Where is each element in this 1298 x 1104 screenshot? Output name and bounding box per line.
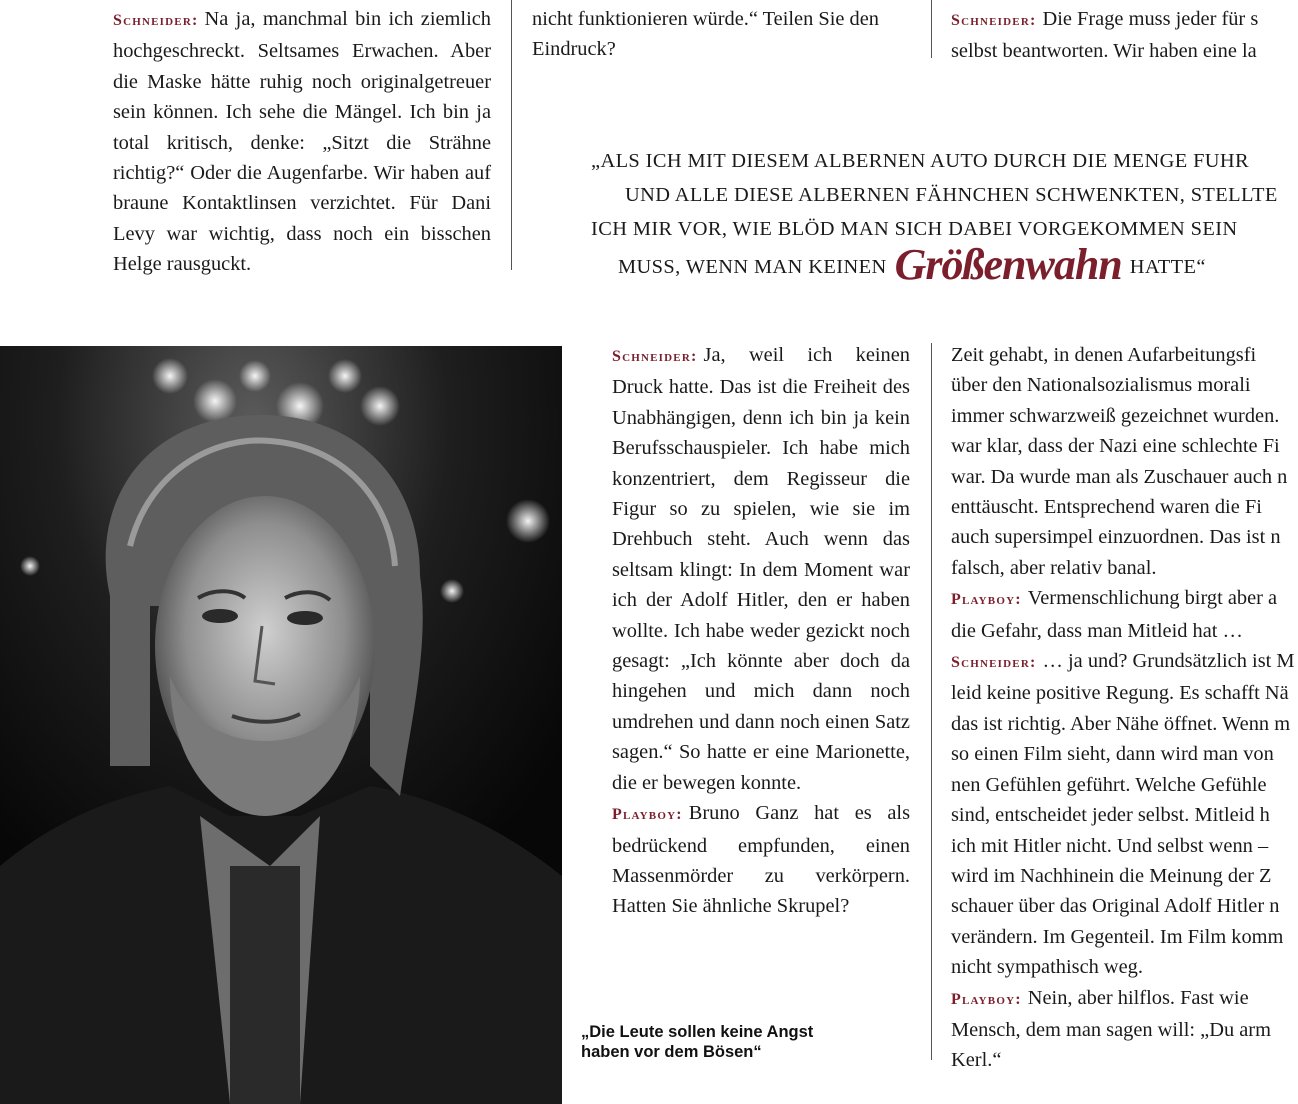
paragraph-text: Kerl.“: [951, 1049, 1002, 1072]
paragraph-text: auch supersimpel einzuordnen. Das ist n: [951, 526, 1281, 549]
interview-paragraph: [951, 922, 1298, 952]
text-line: nicht funktionieren würde.“ Teilen Sie den: [532, 8, 879, 30]
article-column-1-top: [113, 4, 491, 280]
interview-paragraph: [951, 431, 1298, 461]
interview-paragraph: [612, 798, 910, 922]
speaker-label: Playboy:: [612, 806, 683, 824]
column-rule: [511, 0, 512, 270]
paragraph-text: verändern. Im Gegenteil. Im Film komm: [951, 925, 1284, 948]
interview-paragraph: [951, 553, 1298, 583]
pull-quote-line: MUSS, WENN MAN KEINEN: [618, 256, 887, 278]
speaker-label: Playboy:: [951, 591, 1022, 609]
paragraph-text: war klar, dass der Nazi eine schlechte Fi: [951, 435, 1280, 458]
paragraph-text: Bruno Ganz hat es als bedrückend empfunden, einen Massenmörder zu verkörpern. Hatten Sie ähnliche Skrupel?: [612, 802, 910, 918]
interview-paragraph: [951, 983, 1298, 1015]
paragraph-text: Ja, weil ich keinen Druck hatte. Das ist die Freiheit des Unabhängigen, denn ich bin ja kein Berufsschauspieler. Ich habe mich konzentriert, dem Regisseur die Figur so zu spielen, wie sie im Drehbuch steht. Auch wenn das seltsam klingt: In dem Moment war ich der Adolf Hitler, den er haben wollte. Ich habe weder gezickt noch gesagt: „Ich könnte aber doch da hingehen und mich dann noch umdrehen und dann noch einen Satz sagen.“ So hatte er eine Marionette, die er bewegen konnte.: [612, 344, 910, 794]
interview-paragraph: [951, 370, 1298, 400]
paragraph-text: das ist richtig. Aber Nähe öffnet. Wenn m: [951, 712, 1291, 735]
interview-paragraph: [951, 891, 1298, 921]
interview-paragraph: [951, 1045, 1298, 1075]
column-rule: [931, 343, 932, 1060]
interview-paragraph: [113, 4, 491, 280]
interview-paragraph: [612, 340, 910, 798]
interview-paragraph: [951, 462, 1298, 492]
interview-paragraph: [951, 492, 1298, 522]
article-column-3-top: [951, 4, 1298, 67]
interview-paragraph: [951, 952, 1298, 982]
paragraph-text: die Gefahr, dass man Mitleid hat …: [951, 619, 1243, 642]
paragraph-text: immer schwarzweiß gezeichnet wurden.: [951, 404, 1280, 427]
speaker-label: Schneider:: [951, 654, 1037, 672]
speaker-label: Schneider:: [951, 12, 1037, 29]
interview-paragraph: [951, 1015, 1298, 1045]
paragraph-text: Na ja, manchmal bin ich ziemlich hochgeschreckt. Seltsames Erwachen. Aber die Maske hätte ruhig noch originalgetreuer sein können. Ich sehe die Mängel. Ich bin ja total kritisch, denke: „Sitzt die Strähne richtig?“ Oder die Augenfarbe. Wir haben auf braune Kontaktlinsen verzichtet. Für Dani Levy war wichtig, dass noch ein bisschen Helge rausguckt.: [113, 8, 491, 276]
interview-paragraph: [951, 401, 1298, 431]
pull-quote: [585, 144, 1298, 284]
interview-paragraph: [951, 583, 1298, 615]
pull-quote-line: „ALS ICH MIT DIESEM ALBERNEN AUTO DURCH DIE MENGE FUHR: [591, 150, 1250, 172]
paragraph-text: leid keine positive Regung. Es schafft Nä: [951, 682, 1289, 705]
caption-line: haben vor dem Bösen“: [581, 1043, 762, 1061]
column-rule: [931, 0, 932, 58]
paragraph-text: wird im Nachhinein die Meinung der Z: [951, 864, 1272, 887]
paragraph-text: Zeit gehabt, in denen Aufarbeitungsfi: [951, 344, 1257, 366]
interview-paragraph: [951, 739, 1298, 769]
blackletter-word: Größenwahn: [894, 240, 1122, 284]
article-column-2-bottom: [612, 340, 910, 922]
speaker-label: Schneider:: [612, 348, 698, 365]
interview-paragraph: [951, 522, 1298, 552]
paragraph-text: schauer über das Original Adolf Hitler n: [951, 895, 1280, 918]
paragraph-text: war. Da wurde man als Zuschauer auch n: [951, 465, 1288, 488]
paragraph-text: ich mit Hitler nicht. Und selbst wenn –: [951, 834, 1269, 857]
interview-paragraph: [951, 831, 1298, 861]
paragraph-text: falsch, aber relativ banal.: [951, 556, 1157, 579]
article-column-3-bottom: [951, 340, 1298, 1076]
paragraph-text: über den Nationalsozialismus morali: [951, 374, 1251, 397]
speaker-label: Playboy:: [951, 990, 1022, 1008]
pull-quote-line: ICH MIR VOR, WIE BLÖD MAN SICH DABEI VORGEKOMMEN SEIN: [591, 218, 1238, 240]
interview-paragraph: [951, 616, 1298, 646]
interview-paragraph: [951, 770, 1298, 800]
pull-quote-line: UND ALLE DIESE ALBERNEN FÄHNCHEN SCHWENKTEN, STELLTE: [625, 184, 1278, 206]
text-line: selbst beantworten. Wir haben eine la: [951, 40, 1257, 63]
portrait-illustration: [0, 346, 562, 1104]
portrait-photo: [0, 346, 562, 1104]
text-line: Die Frage muss jeder für s: [1042, 8, 1259, 30]
interview-paragraph: [951, 709, 1298, 739]
caption-line: „Die Leute sollen keine Angst: [581, 1023, 814, 1041]
photo-caption: [581, 1022, 841, 1062]
paragraph-text: sind, entscheidet jeder selbst. Mitleid h: [951, 804, 1270, 827]
interview-paragraph: [951, 800, 1298, 830]
interview-paragraph: [951, 861, 1298, 891]
paragraph-text: nen Gefühlen geführt. Welche Gefühle: [951, 773, 1267, 796]
paragraph-text: Nein, aber hilflos. Fast wie: [1027, 986, 1249, 1009]
paragraph-text: nicht sympathisch weg.: [951, 956, 1143, 979]
article-column-2-top: [532, 4, 910, 65]
interview-paragraph: [951, 646, 1298, 678]
pull-quote-line: HATTE“: [1129, 256, 1206, 278]
paragraph-text: Mensch, dem man sagen will: „Du arm: [951, 1018, 1271, 1041]
interview-paragraph: [951, 340, 1298, 370]
text-line: Eindruck?: [532, 38, 616, 61]
paragraph-text: enttäuscht. Entsprechend waren die Fi: [951, 496, 1262, 519]
paragraph-text: Vermenschlichung birgt aber a: [1027, 587, 1278, 610]
paragraph-text: so einen Film sieht, dann wird man von: [951, 743, 1274, 766]
speaker-label: Schneider:: [113, 12, 199, 29]
interview-paragraph: [951, 678, 1298, 708]
paragraph-text: … ja und? Grundsätzlich ist M: [1042, 650, 1295, 673]
